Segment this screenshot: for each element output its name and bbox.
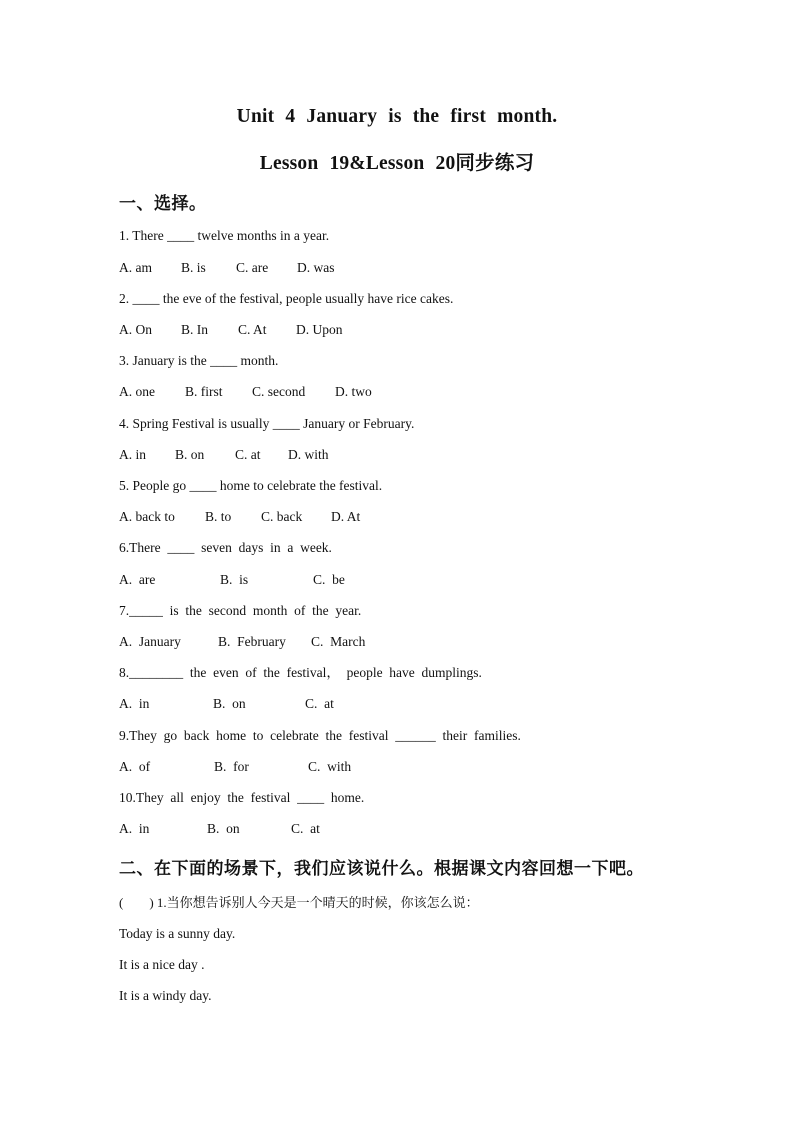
- option-b: B. to: [205, 509, 232, 524]
- option-b: B. is: [181, 260, 206, 275]
- options-8: [119, 695, 619, 713]
- option-a: A. in: [119, 447, 146, 462]
- options-5: [119, 508, 619, 526]
- question-8: 8.________ the even of the festival， people have dumplings.: [119, 665, 482, 680]
- title-lesson: Lesson 19&Lesson 20同步练习: [259, 153, 535, 174]
- option-b: B. on: [175, 447, 205, 462]
- option-a: A. of: [119, 759, 151, 774]
- question-5: 5. People go ____ home to celebrate the festival.: [119, 478, 383, 493]
- question-4: 4. Spring Festival is usually ____ January or February.: [119, 416, 415, 431]
- options-7: [119, 633, 619, 651]
- option-c: C. At: [238, 322, 267, 337]
- option-a: A. one: [119, 384, 155, 399]
- option-d: D. was: [297, 260, 335, 275]
- answer-option-1: Today is a sunny day.: [119, 926, 236, 941]
- option-a: A. am: [119, 260, 152, 275]
- option-b: B. on: [207, 821, 240, 836]
- option-c: C. second: [252, 384, 306, 399]
- question-2: 2. ____ the eve of the festival, people usually have rice cakes.: [119, 291, 454, 306]
- option-c: C. at: [235, 447, 261, 462]
- question-9: 9.They go back home to celebrate the festival ______ their families.: [119, 728, 521, 743]
- options-3: [119, 383, 619, 401]
- option-d: D. two: [335, 384, 372, 399]
- option-a: A. in: [119, 696, 150, 711]
- option-b: B. In: [181, 322, 208, 337]
- question-6: 6.There ____ seven days in a week.: [119, 540, 332, 555]
- options-9: [119, 758, 619, 776]
- option-a: A. are: [119, 572, 156, 587]
- answer-option-2: It is a nice day .: [119, 957, 205, 972]
- option-a: A. On: [119, 322, 152, 337]
- option-c: C. March: [311, 634, 366, 649]
- option-d: D. At: [331, 509, 361, 524]
- options-6: [119, 571, 619, 589]
- option-c: C. at: [291, 821, 320, 836]
- section2-question-1: ( ) 1.当你想告诉别人今天是一个晴天的时候，你该怎么说：: [119, 895, 479, 910]
- option-b: B. February: [218, 634, 286, 649]
- option-d: D. Upon: [296, 322, 343, 337]
- option-b: B. for: [214, 759, 249, 774]
- option-c: C. back: [261, 509, 303, 524]
- option-c: C. with: [308, 759, 352, 774]
- option-a: A. in: [119, 821, 150, 836]
- option-d: D. with: [288, 447, 329, 462]
- section2-heading: 二、在下面的场景下，我们应该说什么。根据课文内容回想一下吧。: [119, 859, 644, 878]
- section1-heading: 一、选择。: [119, 194, 207, 213]
- question-7: 7._____ is the second month of the year.: [119, 603, 362, 618]
- option-b: B. on: [213, 696, 246, 711]
- option-c: C. be: [313, 572, 345, 587]
- options-10: [119, 820, 619, 838]
- options-1: [119, 259, 619, 277]
- option-a: A. January: [119, 634, 181, 649]
- options-2: [119, 321, 619, 339]
- option-c: C. at: [305, 696, 334, 711]
- title-unit: Unit 4 January is the first month.: [236, 106, 558, 127]
- answer-option-3: It is a windy day.: [119, 988, 212, 1003]
- options-4: [119, 446, 619, 464]
- option-a: A. back to: [119, 509, 175, 524]
- option-b: B. first: [185, 384, 223, 399]
- question-1: 1. There ____ twelve months in a year.: [119, 228, 330, 243]
- question-3: 3. January is the ____ month.: [119, 353, 279, 368]
- option-c: C. are: [236, 260, 269, 275]
- option-b: B. is: [220, 572, 249, 587]
- question-10: 10.They all enjoy the festival ____ home.: [119, 790, 365, 805]
